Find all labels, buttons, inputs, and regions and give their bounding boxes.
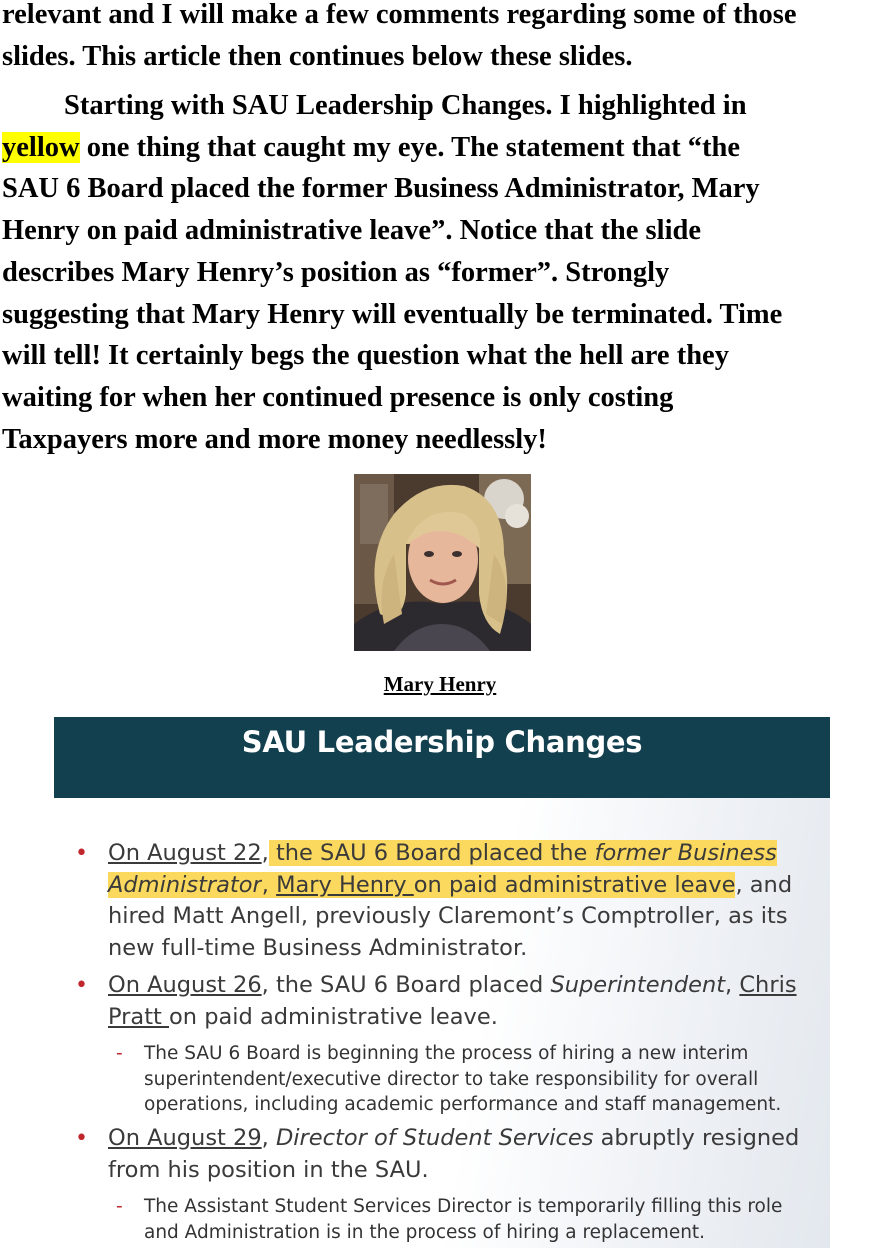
text-line: describes Mary Henry’s position as “former”. Strongly [2,256,670,288]
punctuation: , [725,972,740,998]
text-line: Henry on paid administrative leave”. Notice that the slide [2,215,701,247]
text-line: Taxpayers more and more money needlessly! [2,423,547,455]
slide-header [54,717,830,798]
bullet-august-22 [75,838,818,964]
paragraph-intro [0,0,796,77]
bullet-dot-icon: • [75,1126,88,1151]
bullet-august-26 [75,970,818,1033]
name-label: Chris [739,972,797,998]
text-fragment: , the SAU 6 Board placed [261,972,551,998]
dash-bullet-icon: - [116,1196,123,1217]
text-line: SAU 6 Board placed the former Business Administrator, Mary [2,173,760,205]
highlighted-name: Mary Henry [276,871,414,898]
dash-bullet-icon: - [116,1043,123,1064]
date-label: On August 29 [108,1125,262,1151]
highlighted-text: on paid administrative leave [413,871,736,898]
highlighted-text: former Business [594,840,777,866]
slide-title: SAU Leadership Changes [241,725,643,759]
text-line: Starting with SAU Leadership Changes. I highlighted in [64,90,747,121]
portrait-image [354,474,531,651]
bullet-dot-icon: • [75,973,88,998]
text-fragment: abruptly resigned [593,1125,800,1151]
text-line: hired Matt Angell, previously Claremont’s Comptroller, as its [108,903,788,929]
bullet-august-29 [75,1123,818,1186]
text-line: waiting for when her continued presence is only costing [2,381,674,413]
photo-caption: Mary Henry [383,672,497,696]
text-fragment: on paid administrative leave. [169,1003,498,1030]
punctuation: , [261,840,269,866]
slide-screenshot [54,717,830,1248]
text-line: and Administration is in the process of hiring a replacement. [144,1221,706,1243]
name-label: Pratt [108,1003,170,1030]
sub-bullet-assistant-director [116,1194,824,1245]
text-line: slides. This article then continues below these slides. [2,40,633,72]
highlighted-text: Administrator [108,871,262,898]
text-line: operations, including academic performance and staff management. [144,1094,782,1115]
paragraph-leadership [0,85,782,460]
text-line: The SAU 6 Board is beginning the process of hiring a new interim [144,1043,749,1064]
role-label: Superintendent [550,972,726,998]
highlighted-text: the SAU 6 Board placed the [268,840,595,866]
text-line: suggesting that Mary Henry will eventually be terminated. Time [2,298,783,330]
punctuation: , [261,1125,276,1151]
text-line: from his position in the SAU. [108,1156,429,1183]
text-line: The Assistant Student Services Director is temporarily filling this role [144,1196,783,1217]
highlighted-word: yellow [2,131,80,163]
highlighted-text: , [261,871,277,898]
text-line: one thing that caught my eye. The statement that “the [79,131,741,163]
date-label: On August 22 [108,840,262,866]
text-line: relevant and I will make a few comments regarding some of those [2,0,797,30]
sub-bullet-interim-search [116,1041,824,1118]
portrait-photo [354,474,531,651]
text-fragment: , and [735,871,793,898]
text-line: will tell! It certainly begs the question what the hell are they [2,340,729,372]
text-line: superintendent/executive director to take responsibility for overall [144,1068,759,1090]
text-line: new full-time Business Administrator. [108,934,528,961]
date-label: On August 26 [108,972,262,998]
bullet-dot-icon: • [75,841,88,866]
role-label: Director of Student Services [275,1125,594,1151]
